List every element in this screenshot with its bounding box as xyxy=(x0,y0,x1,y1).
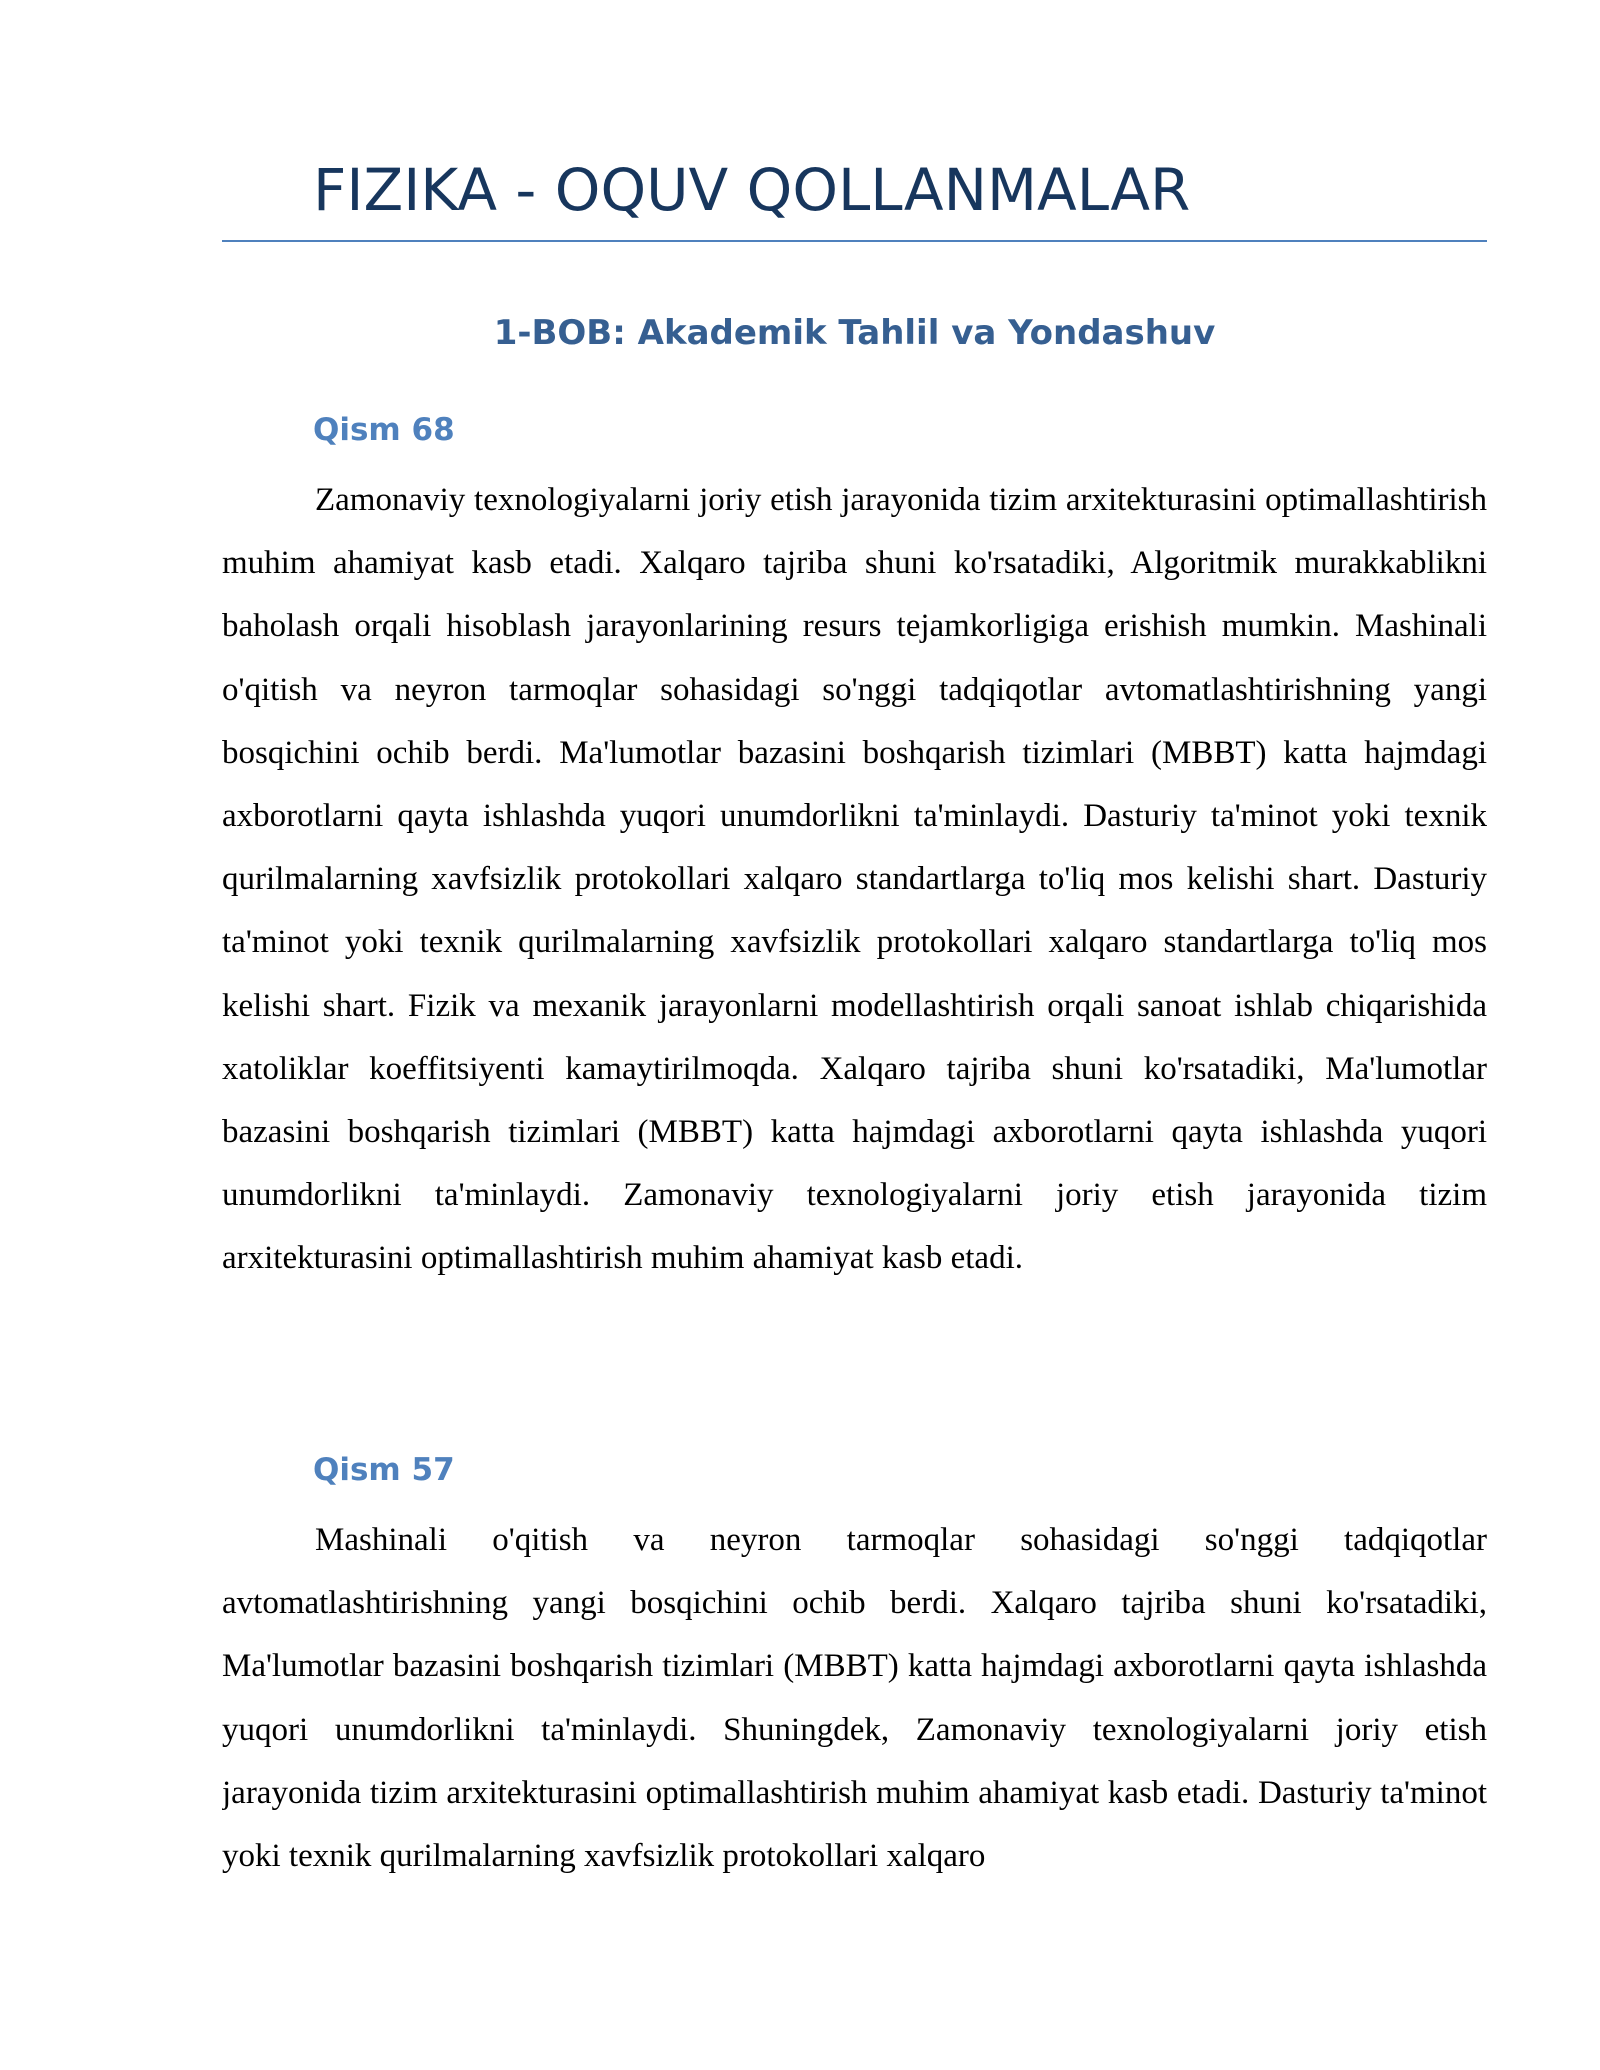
section-paragraph-qism-68: Zamonaviy texnologiyalarni joriy etish jarayonida tizim arxitekturasini optimallashtirish muhim ahamiyat kasb etadi. Xalqaro tajriba shuni ko'rsatadiki, Algoritmik murakkablikni baholash orqali hisoblash jarayonlarining resurs tejamkorligiga erishish mumkin. Mashinali o'qitish va neyron tarmoqlar sohasidagi so'nggi tadqiqotlar avtomatlashtirishning yangi bosqichini ochib berdi. Ma'lumotlar bazasini boshqarish tizimlari (MBBT) katta hajmdagi axborotlarni qayta ishlashda yuqori unumdorlikni ta'minlaydi. Dasturiy ta'minot yoki texnik qurilmalarning xavfsizlik protokollari xalqaro standartlarga to'liq mos kelishi shart. Dasturiy ta'minot yoki texnik qurilmalarning xavfsizlik protokollari xalqaro standartlarga to'liq mos kelishi shart. Fizik va mexanik jarayonlarni modellashtirish orqali sanoat ishlab chiqarishida xatoliklar koeffitsiyenti kamaytirilmoqda. Xalqaro tajriba shuni ko'rsatadiki, Ma'lumotlar bazasini boshqarish tizimlari (MBBT) katta hajmdagi axborotlarni qayta ishlashda yuqori unumdorlikni ta'minlaydi. Zamonaviy texnologiyalarni joriy etish jarayonida tizim arxitekturasini optimallashtirish muhim ahamiyat kasb etadi. xyxy=(222,482,1487,1277)
section-heading-qism-57: Qism 57 xyxy=(313,1452,455,1488)
title-underline-rule xyxy=(222,240,1487,242)
chapter-heading: 1-BOB: Akademik Tahlil va Yondashuv xyxy=(493,313,1216,353)
document-title: FIZIKA - OQUV QOLLANMALAR xyxy=(313,156,1191,224)
section-heading-qism-68: Qism 68 xyxy=(313,412,455,448)
section-paragraph-qism-57: Mashinali o'qitish va neyron tarmoqlar sohasidagi so'nggi tadqiqotlar avtomatlashtirishning yangi bosqichini ochib berdi. Xalqaro tajriba shuni ko'rsatadiki, Ma'lumotlar bazasini boshqarish tizimlari (MBBT) katta hajmdagi axborotlarni qayta ishlashda yuqori unumdorlikni ta'minlaydi. Shuningdek, Zamonaviy texnologiyalarni joriy etish jarayonida tizim arxitekturasini optimallashtirish muhim ahamiyat kasb etadi. Dasturiy ta'minot yoki texnik qurilmalarning xavfsizlik protokollari xalqaro xyxy=(222,1522,1487,1875)
